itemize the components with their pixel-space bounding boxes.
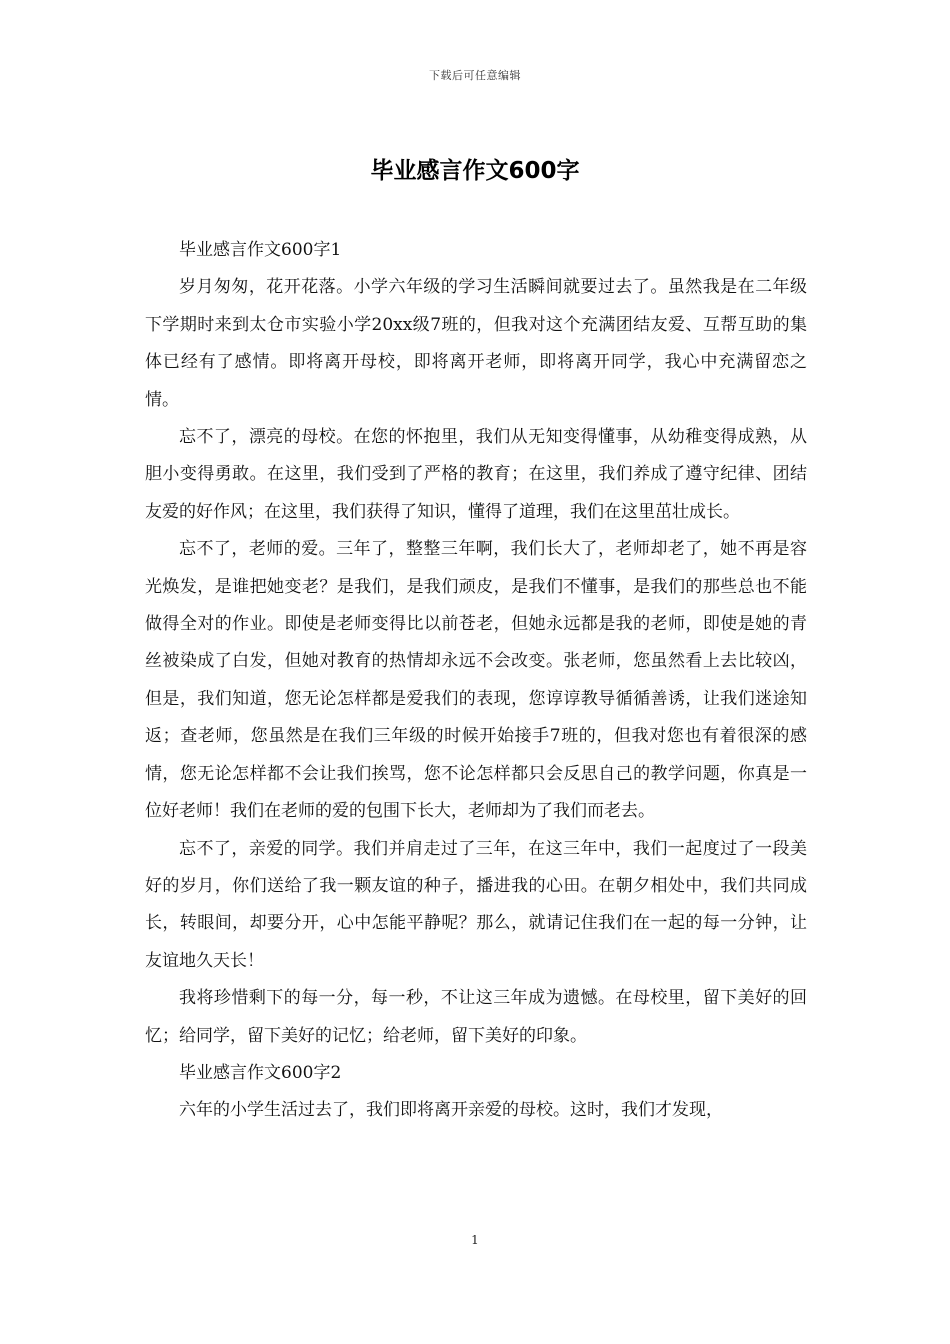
paragraph: 忘不了，老师的爱。三年了，整整三年啊，我们长大了，老师却老了，她不再是容光焕发，是谁把她变老？是我们，是我们顽皮，是我们不懂事，是我们的那些总也不能做得全对的作业。即使是老师变得比以前苍老，但她永远都是我的老师，即使是她的青丝被染成了白发，但她对教育的热情却永远不会改变。张老师，您虽然看上去比较凶，但是，我们知道，您无论怎样都是爱我们的表现，您谆谆教导循循善诱，让我们迷途知返；查老师，您虽然是在我们三年级的时候开始接手7班的，但我对您也有着很深的感情，您无论怎样都不会让我们挨骂，您不论怎样都只会反思自己的教学问题，你真是一位好老师！我们在老师的爱的包围下长大，老师却为了我们而老去。 [145, 539, 807, 822]
document-title: 毕业感言作文600字 [370, 158, 580, 184]
paragraph: 我将珍惜剩下的每一分，每一秒，不让这三年成为遗憾。在母校里，留下美好的回忆；给同学，留下美好的记忆；给老师，留下美好的印象。 [145, 988, 807, 1046]
paragraph: 忘不了，漂亮的母校。在您的怀抱里，我们从无知变得懂事，从幼稚变得成熟，从胆小变得勇敢。在这里，我们受到了严格的教育；在这里，我们养成了遵守纪律、团结友爱的好作风；在这里，我们获得了知识，懂得了道理，我们在这里茁壮成长。 [145, 427, 807, 522]
header-note: 下载后可任意编辑 [429, 69, 521, 82]
document-body [145, 232, 807, 1130]
section-heading-1: 毕业感言作文600字1 [179, 240, 342, 260]
paragraph: 忘不了，亲爱的同学。我们并肩走过了三年，在这三年中，我们一起度过了一段美好的岁月，你们送给了我一颗友谊的种子，播进我的心田。在朝夕相处中，我们共同成长，转眼间，却要分开，心中怎能平静呢？那么，就请记住我们在一起的每一分钟，让友谊地久天长！ [145, 838, 807, 971]
paragraph: 六年的小学生活过去了，我们即将离开亲爱的母校。这时，我们才发现， [179, 1100, 723, 1121]
paragraph: 岁月匆匆，花开花落。小学六年级的学习生活瞬间就要过去了。虽然我是在二年级下学期时来到太仓市实验小学20xx级7班的，但我对这个充满团结友爱、互帮互助的集体已经有了感情。即将离开母校，即将离开老师，即将离开同学，我心中充满留恋之情。 [145, 277, 807, 410]
section-heading-2: 毕业感言作文600字2 [179, 1062, 342, 1083]
page-number: 1 [471, 1233, 479, 1247]
